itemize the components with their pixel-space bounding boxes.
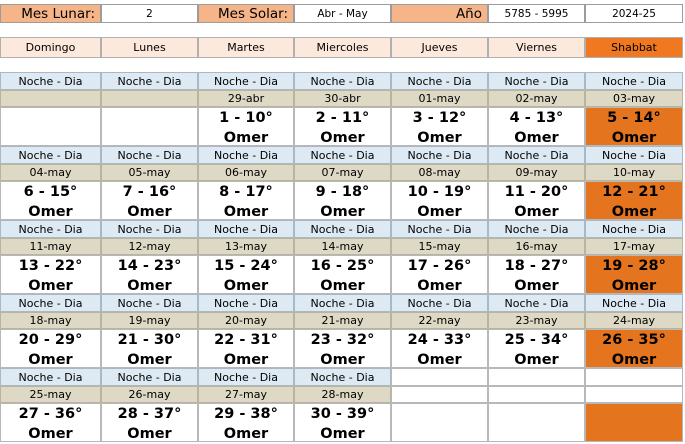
omer-label: Omer xyxy=(223,426,269,442)
omer-label: Omer xyxy=(320,426,365,442)
omer-count: 11 - 20° xyxy=(504,184,569,200)
noche-dia-cell: Noche - Dia xyxy=(585,220,683,238)
omer-count: 14 - 23° xyxy=(117,258,182,274)
omer-day-cell xyxy=(294,181,391,220)
date-cell: 06-may xyxy=(198,164,294,181)
omer-day-cell xyxy=(391,107,488,146)
omer-label: Omer xyxy=(223,204,269,220)
date-cell: 09-may xyxy=(488,164,585,181)
noche-dia-cell: Noche - Dia xyxy=(101,294,198,312)
omer-count: 30 - 39° xyxy=(310,406,375,422)
noche-dia-cell: Noche - Dia xyxy=(585,146,683,164)
weekday-miercoles: Miercoles xyxy=(294,37,391,58)
omer-count: 4 - 13° xyxy=(509,110,564,126)
mes-lunar-label: Mes Lunar: xyxy=(0,4,101,23)
header-row xyxy=(0,4,685,23)
omer-day-cell xyxy=(488,181,585,220)
omer-label: Omer xyxy=(417,278,462,294)
omer-count: 29 - 38° xyxy=(214,406,278,422)
noche-dia-cell: Noche - Dia xyxy=(101,368,198,386)
mes-solar-value: Abr - May xyxy=(294,4,391,23)
omer-day-cell xyxy=(585,403,683,442)
omer-count: 13 - 22° xyxy=(18,258,83,274)
omer-day-cell xyxy=(198,403,294,442)
omer-label: Omer xyxy=(320,352,365,368)
omer-label: Omer xyxy=(28,426,73,442)
noche-dia-cell: Noche - Dia xyxy=(0,146,101,164)
date-cell: 12-may xyxy=(101,238,198,255)
noche-dia-cell: Noche - Dia xyxy=(198,220,294,238)
date-cell xyxy=(391,386,488,403)
date-cell: 27-may xyxy=(198,386,294,403)
omer-count: 27 - 36° xyxy=(18,406,83,422)
omer-day-cell xyxy=(101,403,198,442)
omer-day-cell xyxy=(294,107,391,146)
omer-label: Omer xyxy=(514,204,559,220)
omer-day-cell xyxy=(294,329,391,368)
omer-count: 10 - 19° xyxy=(407,184,472,200)
omer-count: 20 - 29° xyxy=(18,332,83,348)
omer-day-cell xyxy=(391,255,488,294)
omer-count: 26 - 35° xyxy=(602,332,666,348)
omer-day-cell xyxy=(488,329,585,368)
omer-day-cell xyxy=(585,329,683,368)
omer-day-cell xyxy=(585,107,683,146)
noche-dia-cell: Noche - Dia xyxy=(488,220,585,238)
noche-dia-cell: Noche - Dia xyxy=(488,294,585,312)
date-cell: 20-may xyxy=(198,312,294,329)
omer-day-cell xyxy=(101,329,198,368)
omer-label: Omer xyxy=(28,278,73,294)
mes-lunar-value: 2 xyxy=(101,4,198,23)
omer-count: 8 - 17° xyxy=(219,184,273,200)
date-cell: 15-may xyxy=(391,238,488,255)
date-cell: 26-may xyxy=(101,386,198,403)
omer-label: Omer xyxy=(127,204,172,220)
ano-label: Año xyxy=(391,4,488,23)
omer-day-cell xyxy=(0,329,101,368)
date-cell: 23-may xyxy=(488,312,585,329)
date-cell: 25-may xyxy=(0,386,101,403)
omer-count: 16 - 25° xyxy=(310,258,375,274)
date-cell: 22-may xyxy=(391,312,488,329)
noche-dia-cell: Noche - Dia xyxy=(101,220,198,238)
date-cell: 13-may xyxy=(198,238,294,255)
omer-day-cell xyxy=(198,107,294,146)
omer-day-cell xyxy=(101,255,198,294)
noche-dia-cell xyxy=(391,368,488,386)
weekday-shabbat: Shabbat xyxy=(585,37,683,58)
noche-dia-cell: Noche - Dia xyxy=(488,72,585,90)
noche-dia-cell: Noche - Dia xyxy=(101,72,198,90)
noche-dia-cell: Noche - Dia xyxy=(0,368,101,386)
date-cell: 18-may xyxy=(0,312,101,329)
omer-day-cell xyxy=(0,181,101,220)
weekday-jueves: Jueves xyxy=(391,37,488,58)
noche-dia-cell: Noche - Dia xyxy=(294,368,391,386)
omer-day-cell xyxy=(294,255,391,294)
weekday-martes: Martes xyxy=(198,37,294,58)
omer-day-cell xyxy=(294,403,391,442)
ano-civil-value: 2024-25 xyxy=(585,4,683,23)
omer-label: Omer xyxy=(320,130,365,146)
date-cell: 11-may xyxy=(0,238,101,255)
omer-count: 25 - 34° xyxy=(504,332,569,348)
date-cell: 24-may xyxy=(585,312,683,329)
date-cell: 16-may xyxy=(488,238,585,255)
omer-label: Omer xyxy=(320,204,365,220)
omer-count: 9 - 18° xyxy=(315,184,370,200)
noche-dia-cell: Noche - Dia xyxy=(391,72,488,90)
omer-label: Omer xyxy=(320,278,365,294)
noche-dia-cell: Noche - Dia xyxy=(101,146,198,164)
date-cell: 05-may xyxy=(101,164,198,181)
weekday-domingo: Domingo xyxy=(0,37,101,58)
date-cell: 19-may xyxy=(101,312,198,329)
date-cell: 01-may xyxy=(391,90,488,107)
noche-dia-cell: Noche - Dia xyxy=(198,368,294,386)
noche-dia-cell: Noche - Dia xyxy=(0,294,101,312)
omer-label: Omer xyxy=(417,130,462,146)
noche-dia-cell: Noche - Dia xyxy=(294,72,391,90)
date-cell: 03-may xyxy=(585,90,683,107)
date-cell: 17-may xyxy=(585,238,683,255)
omer-day-cell xyxy=(101,107,198,146)
date-cell xyxy=(585,386,683,403)
omer-count: 12 - 21° xyxy=(602,184,666,200)
omer-label: Omer xyxy=(223,130,269,146)
omer-label: Omer xyxy=(127,426,172,442)
omer-label: Omer xyxy=(417,352,462,368)
omer-day-cell xyxy=(585,255,683,294)
omer-count: 21 - 30° xyxy=(117,332,182,348)
omer-count: 18 - 27° xyxy=(504,258,569,274)
omer-day-cell xyxy=(488,403,585,442)
omer-day-cell xyxy=(391,181,488,220)
omer-day-cell xyxy=(0,107,101,146)
noche-dia-cell: Noche - Dia xyxy=(0,220,101,238)
omer-label: Omer xyxy=(417,204,462,220)
omer-day-cell xyxy=(0,255,101,294)
omer-count: 3 - 12° xyxy=(412,110,467,126)
ano-hebreo-value: 5785 - 5995 xyxy=(488,4,585,23)
omer-day-cell xyxy=(198,255,294,294)
omer-count: 5 - 14° xyxy=(607,110,661,126)
omer-day-cell xyxy=(488,255,585,294)
date-cell: 28-may xyxy=(294,386,391,403)
date-cell xyxy=(101,90,198,107)
noche-dia-cell: Noche - Dia xyxy=(391,220,488,238)
omer-day-cell xyxy=(391,329,488,368)
omer-count: 2 - 11° xyxy=(315,110,370,126)
date-cell: 14-may xyxy=(294,238,391,255)
omer-count: 24 - 33° xyxy=(407,332,472,348)
noche-dia-cell: Noche - Dia xyxy=(198,294,294,312)
date-cell: 10-may xyxy=(585,164,683,181)
omer-count: 1 - 10° xyxy=(219,110,273,126)
omer-day-cell xyxy=(198,181,294,220)
noche-dia-cell: Noche - Dia xyxy=(391,294,488,312)
omer-day-cell xyxy=(101,181,198,220)
noche-dia-cell: Noche - Dia xyxy=(294,294,391,312)
omer-count: 19 - 28° xyxy=(602,258,666,274)
weekday-lunes: Lunes xyxy=(101,37,198,58)
noche-dia-cell: Noche - Dia xyxy=(198,146,294,164)
omer-label: Omer xyxy=(514,278,559,294)
date-cell: 07-may xyxy=(294,164,391,181)
omer-label: Omer xyxy=(28,352,73,368)
date-cell xyxy=(488,386,585,403)
omer-label: Omer xyxy=(611,352,657,368)
date-cell: 02-may xyxy=(488,90,585,107)
omer-label: Omer xyxy=(611,130,657,146)
omer-count: 23 - 32° xyxy=(310,332,375,348)
omer-label: Omer xyxy=(127,352,172,368)
omer-count: 22 - 31° xyxy=(214,332,278,348)
omer-day-cell xyxy=(0,403,101,442)
weekday-header-row xyxy=(0,37,685,58)
noche-dia-cell: Noche - Dia xyxy=(198,72,294,90)
noche-dia-cell xyxy=(488,368,585,386)
omer-count: 15 - 24° xyxy=(214,258,278,274)
omer-day-cell xyxy=(391,403,488,442)
omer-day-cell xyxy=(585,181,683,220)
omer-label: Omer xyxy=(127,278,172,294)
omer-label: Omer xyxy=(223,352,269,368)
date-cell: 30-abr xyxy=(294,90,391,107)
noche-dia-cell: Noche - Dia xyxy=(585,294,683,312)
noche-dia-cell: Noche - Dia xyxy=(488,146,585,164)
omer-count: 6 - 15° xyxy=(23,184,78,200)
date-cell: 29-abr xyxy=(198,90,294,107)
noche-dia-cell: Noche - Dia xyxy=(0,72,101,90)
date-cell xyxy=(0,90,101,107)
omer-day-cell xyxy=(488,107,585,146)
noche-dia-cell: Noche - Dia xyxy=(294,220,391,238)
omer-label: Omer xyxy=(28,204,73,220)
mes-solar-label: Mes Solar: xyxy=(198,4,294,23)
omer-label: Omer xyxy=(514,130,559,146)
noche-dia-cell: Noche - Dia xyxy=(294,146,391,164)
omer-count: 7 - 16° xyxy=(122,184,177,200)
weekday-viernes: Viernes xyxy=(488,37,585,58)
omer-day-cell xyxy=(198,329,294,368)
date-cell: 21-may xyxy=(294,312,391,329)
omer-label: Omer xyxy=(611,278,657,294)
omer-count: 28 - 37° xyxy=(117,406,182,422)
date-cell: 08-may xyxy=(391,164,488,181)
noche-dia-cell xyxy=(585,368,683,386)
omer-label: Omer xyxy=(611,204,657,220)
noche-dia-cell: Noche - Dia xyxy=(391,146,488,164)
omer-label: Omer xyxy=(223,278,269,294)
omer-count: 17 - 26° xyxy=(407,258,472,274)
omer-label: Omer xyxy=(514,352,559,368)
date-cell: 04-may xyxy=(0,164,101,181)
noche-dia-cell: Noche - Dia xyxy=(585,72,683,90)
